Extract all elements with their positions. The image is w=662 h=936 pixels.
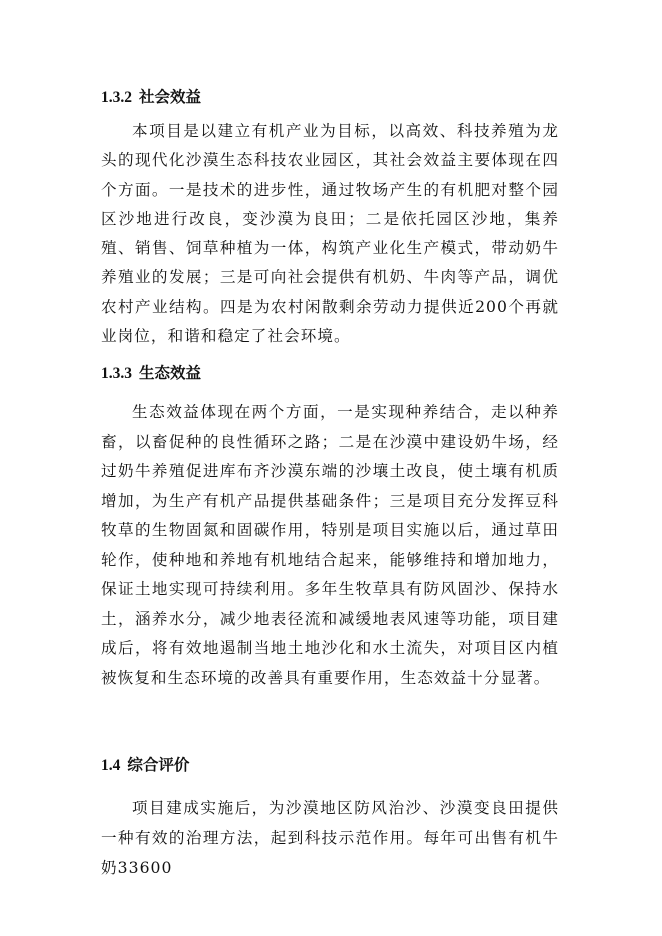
paragraph-social-benefit: 本项目是以建立有机产业为目标，以高效、科技养殖为龙头的现代化沙漠生态科技农业园区，其社会效益主要体现在四个方面。一是技术的进步性，通过牧场产生的有机肥对整个园区沙地进行改良，变沙漠为良田；二是依托园区沙地，集养殖、销售、饲草种植为一体，构筑产业化生产模式，带动奶牛养殖业的发展；三是可向社会提供有机奶、牛肉等产品，调优农村产业结构。四是为农村闲散剩余劳动力提供近200个再就业岗位，和谐和稳定了社会环境。	[101, 122, 559, 346]
section-heading-social-benefit	[101, 87, 201, 108]
section-heading-overall-evaluation	[101, 755, 189, 776]
section-title: 生态效益	[139, 363, 202, 382]
paragraph-overall-evaluation: 项目建成实施后，为沙漠地区防风治沙、沙漠变良田提供一种有效的治理方法，起到科技示范作用。每年可出售有机牛奶33600	[101, 799, 559, 877]
section-number: 1.3.3	[101, 365, 132, 382]
section-number: 1.4	[101, 757, 121, 774]
section-number: 1.3.2	[101, 89, 132, 106]
section-title: 社会效益	[139, 87, 202, 106]
paragraph-ecological-benefit: 生态效益体现在两个方面，一是实现种养结合，走以种养畜，以畜促种的良性循环之路；二是在沙漠中建设奶牛场，经过奶牛养殖促进库布齐沙漠东端的沙壤土改良，使土壤有机质增加，为生产有机产品提供基础条件；三是项目充分发挥豆科牧草的生物固氮和固碳作用，特别是项目实施以后，通过草田轮作，使种地和养地有机地结合起来，能够维持和增加地力，保证土地实现可持续利用。多年生牧草具有防风固沙、保持水土，涵养水分，减少地表径流和减缓地表风速等功能，项目建成后，将有效地遏制当地土地沙化和水土流失，对项目区内植被恢复和生态环境的改善具有重要作用，生态效益十分显著。	[101, 403, 559, 687]
section-heading-ecological-benefit	[101, 363, 201, 384]
section-title: 综合评价	[127, 755, 190, 774]
